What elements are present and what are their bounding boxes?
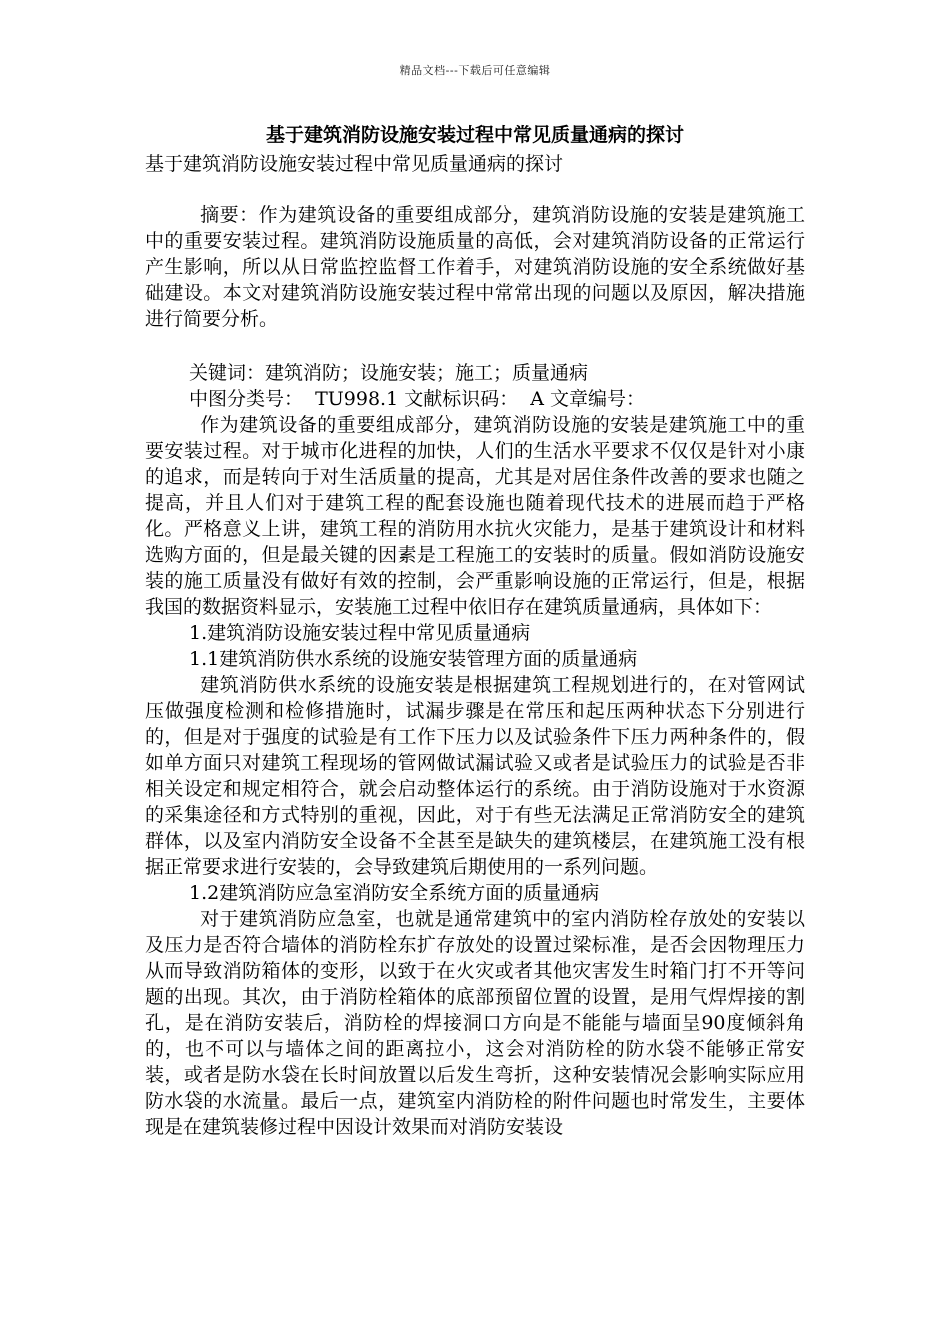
section-heading-1-2: 1.2建筑消防应急室消防安全系统方面的质量通病 — [189, 882, 600, 904]
intro-paragraph: 作为建筑设备的重要组成部分，建筑消防设施的安装是建筑施工中的重要安装过程。对于城市化进程的加快，人们的生活水平要求不仅仅是针对小康的追求，而是转向于对生活质量的提高，尤其是对居住条件改善的要求也随之提高，并且人们对于建筑工程的配套设施也随着现代技术的进展而趋于严格化。严格意义上讲，建筑工程的消防用水抗火灾能力，是基于建筑设计和材料选购方面的，但是最关键的因素是工程施工的安装时的质量。假如消防设施安装的施工质量没有做好有效的控制，会严重影响设施的正常运行，但是，根据我国的数据资料显示，安装施工过程中依旧存在建筑质量通病，具体如下： — [145, 414, 805, 618]
document-subtitle: 基于建筑消防设施安装过程中常见质量通病的探讨 — [145, 153, 564, 175]
section-heading-1: 1.建筑消防设施安装过程中常见质量通病 — [189, 622, 531, 644]
abstract-paragraph: 摘要：作为建筑设备的重要组成部分，建筑消防设施的安装是建筑施工中的重要安装过程。建筑消防设施质量的高低，会对建筑消防设备的正常运行产生影响，所以从日常监控监督工作着手，对建筑消防设施的安全系统做好基础建设。本文对建筑消防设施安装过程中常常出现的问题以及原因，解决措施进行简要分析。 — [145, 204, 805, 330]
keywords-line: 关键词：建筑消防；设施安装；施工；质量通病 — [189, 362, 589, 384]
page-header-watermark: 精品文档---下载后可任意编辑 — [399, 64, 551, 77]
section-heading-1-1: 1.1建筑消防供水系统的设施安装管理方面的质量通病 — [189, 648, 638, 670]
document-body — [145, 120, 805, 1140]
document-title: 基于建筑消防设施安装过程中常见质量通病的探讨 — [265, 124, 684, 146]
section-1-1-paragraph: 建筑消防供水系统的设施安装是根据建筑工程规划进行的，在对管网试压做强度检测和检修措施时，试漏步骤是在常压和起压两种状态下分别进行的，但是对于强度的试验是有工作下压力以及试验条件下压力两种条件的，假如单方面只对建筑工程现场的管网做试漏试验又或者是试验压力的试验是否非相关设定和规定相符合，就会启动整体运行的系统。由于消防设施对于水资源的采集途径和方式特别的重视，因此，对于有些无法满足正常消防安全的建筑群体，以及室内消防安全设备不全甚至是缺失的建筑楼层，在建筑施工没有根据正常要求进行安装的，会导致建筑后期使用的一系列问题。 — [145, 674, 805, 878]
section-1-2-paragraph: 对于建筑消防应急室，也就是通常建筑中的室内消防栓存放处的安装以及压力是否符合墙体的消防栓东扩存放处的设置过梁标准，是否会因物理压力从而导致消防箱体的变形，以致于在火灾或者其他灾害发生时箱门打不开等问题的出现。其次，由于消防栓箱体的底部预留位置的设置，是用气焊焊接的割孔，是在消防安装后，消防栓的焊接洞口方向是不能能与墙面呈90度倾斜角的，也不可以与墙体之间的距离拉小，这会对消防栓的防水袋不能够正常安装，或者是防水袋在长时间放置以后发生弯折，这种安装情况会影响实际应用防水袋的水流量。最后一点，建筑室内消防栓的附件问题也时常发生，主要体现是在建筑装修过程中因设计效果而对消防安装设 — [145, 908, 805, 1138]
classification-line: 中图分类号： TU998.1 文献标识码： A 文章编号： — [189, 388, 646, 410]
